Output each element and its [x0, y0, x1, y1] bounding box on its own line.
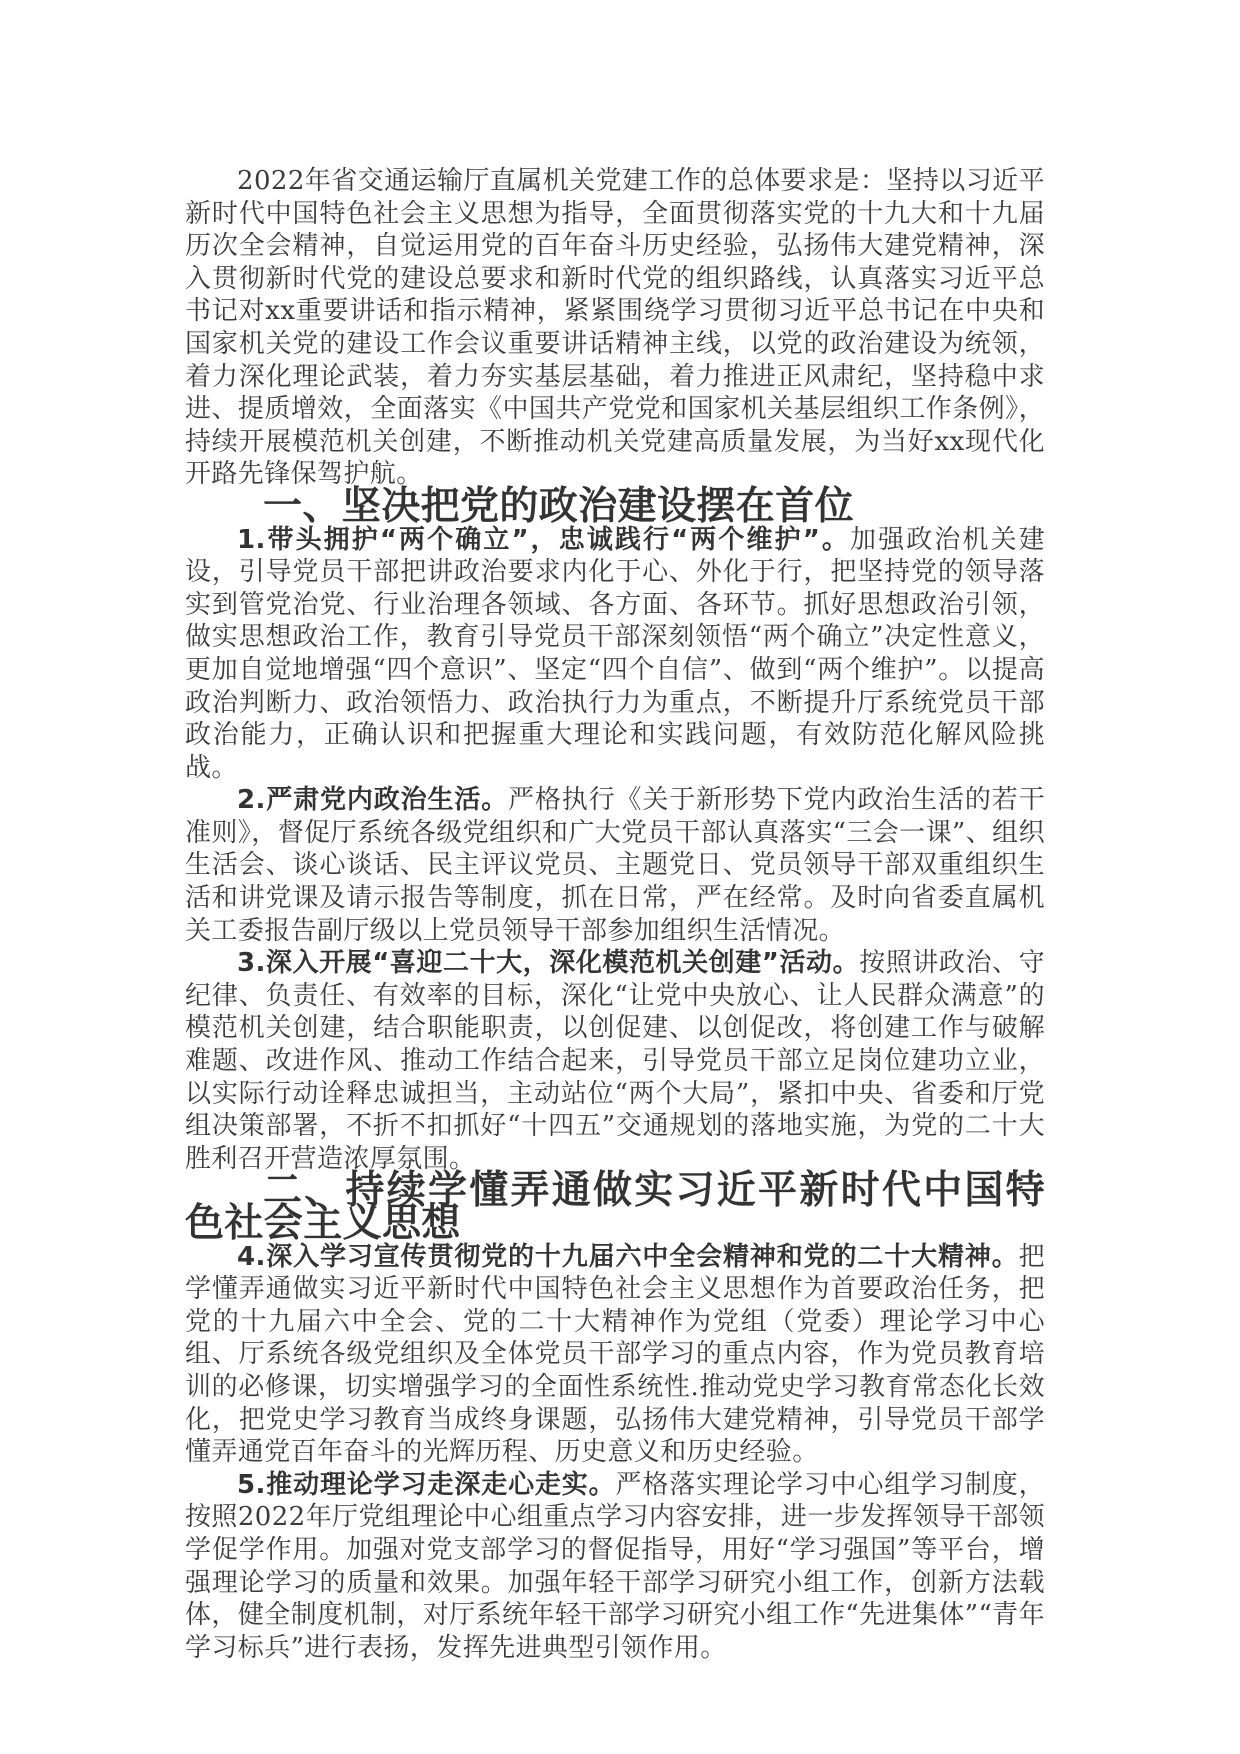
intro-paragraph: 2022年省交通运输厅直属机关党建工作的总体要求是：坚持以习近平新时代中国特色社会主义思想为指导，全面贯彻落实党的十九大和十九届历次全会精神，自觉运用党的百年奋斗历史经验，弘扬伟大建党精神，深入贯彻新时代党的建设总要求和新时代党的组织路线，认真落实习近平总书记对xx重要讲话和指示精神，紧紧围绕学习贯彻习近平总书记在中央和国家机关党的建设工作会议重要讲话精神主线，以党的政治建设为统领，着力深化理论武装，着力夯实基层基础，着力推进正风肃纪，坚持稳中求进、提质增效，全面落实《中国共产党党和国家机关基层组织工作条例》，持续开展模范机关创建，不断推动机关党建高质量发展，为当好xx现代化开路先锋保驾护航。: [185, 166, 1045, 490]
item-lead-1: 1.带头拥护“两个确立”，忠诚践行“两个维护”。: [237, 524, 850, 555]
item-lead-4: 4.深入学习宣传贯彻党的十九届六中全会精神和党的二十大精神。: [237, 1241, 1019, 1272]
item-paragraph-3: [185, 947, 1045, 1175]
item-paragraph-1: [185, 524, 1045, 785]
section-heading-2: 二、持续学懂弄通做实习近平新时代中国特色社会主义思想: [185, 1168, 1045, 1246]
item-paragraph-4: [185, 1241, 1045, 1469]
item-body-1: 加强政治机关建设，引导党员干部把讲政治要求内化于心、外化于行，把坚持党的领导落实到管党治党、行业治理各领域、各方面、各环节。抓好思想政治引领，做实思想政治工作，教育引导党员干部深刻领悟“两个确立”决定性意义，更加自觉地增强“四个意识”、坚定“四个自信”、做到“两个维护”。以提高政治判断力、政治领悟力、政治执行力为重点，不断提升厅系统党员干部政治能力，正确认识和把握重大理论和实践问题，有效防范化解风险挑战。: [185, 524, 1045, 783]
item-paragraph-2: [185, 784, 1045, 947]
item-body-5: 严格落实理论学习中心组学习制度，按照2022年厅党组理论中心组重点学习内容安排，进一步发挥领导干部领学促学作用。加强对党支部学习的督促指导，用好“学习强国”等平台，增强理论学习的质量和效果。加强年轻干部学习研究小组工作，创新方法载体，健全制度机制，对厅系统年轻干部学习研究小组工作“先进集体”“青年学习标兵”进行表扬，发挥先进典型引领作用。: [185, 1469, 1045, 1663]
item-lead-3: 3.深入开展“喜迎二十大，深化模范机关创建”活动。: [237, 948, 860, 979]
section-heading-1: 一、坚决把党的政治建设摆在首位: [263, 483, 855, 529]
item-paragraph-5: [185, 1469, 1045, 1665]
item-lead-2: 2.严肃党内政治生活。: [237, 785, 509, 816]
item-lead-5: 5.推动理论学习走深走心走实。: [237, 1469, 616, 1500]
item-body-2: 严格执行《关于新形势下党内政治生活的若干准则》，督促厅系统各级党组织和广大党员干部认真落实“三会一课”、组织生活会、谈心谈话、民主评议党员、主题党日、党员领导干部双重组织生活和讲党课及请示报告等制度，抓在日常，严在经常。及时向省委直属机关工委报告副厅级以上党员领导干部参加组织生活情况。: [185, 785, 1045, 946]
document-page: [185, 165, 1045, 1664]
item-body-3: 按照讲政治、守纪律、负责任、有效率的目标，深化“让党中央放心、让人民群众满意”的模范机关创建，结合职能职责，以创促建、以创促改，将创建工作与破解难题、改进作风、推动工作结合起来，引导党员干部立足岗位建功立业，以实际行动诠释忠诚担当，主动站位“两个大局”，紧扣中央、省委和厅党组决策部署，不折不扣抓好“十四五”交通规划的落地实施，为党的二十大胜利召开营造浓厚氛围。: [185, 948, 1045, 1174]
item-body-4: 把学懂弄通做实习近平新时代中国特色社会主义思想作为首要政治任务，把党的十九届六中全会、党的二十大精神作为党组（党委）理论学习中心组、厅系统各级党组织及全体党员干部学习的重点内容，作为党员教育培训的必修课，切实增强学习的全面性系统性.推动党史学习教育常态化长效化，把党史学习教育当成终身课题，弘扬伟大建党精神，引导党员干部学懂弄通党百年奋斗的光辉历程、历史意义和历史经验。: [185, 1241, 1045, 1468]
